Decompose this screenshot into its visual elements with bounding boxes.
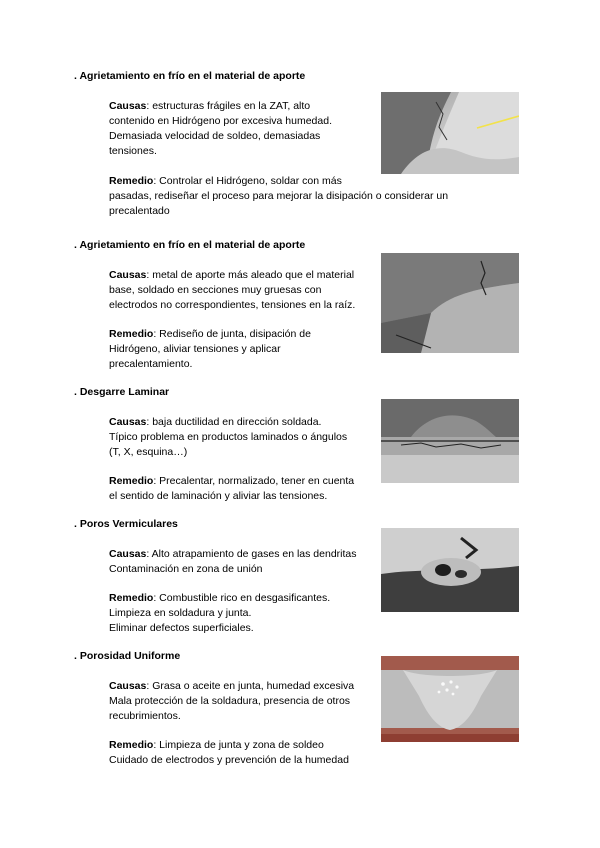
section-title: . Porosidad Uniforme	[74, 650, 181, 662]
causas-label: Causas	[109, 269, 147, 281]
causas-paragraph: Causas: Alto atrapamiento de gases en las dendritas Contaminación en zona de unión	[109, 548, 357, 575]
remedio-label: Remedio	[109, 475, 154, 487]
remedio-label: Remedio	[109, 328, 154, 340]
section-title: . Agrietamiento en frío en el material de aporte	[74, 70, 306, 82]
causas-paragraph: Causas: metal de aporte más aleado que el material base, soldado en secciones muy gruesas con electrodos no correspondientes, tensiones en la raíz.	[109, 269, 356, 311]
causas-label: Causas	[109, 680, 147, 692]
causas-label: Causas	[109, 548, 147, 560]
remedio-paragraph: Remedio: Rediseño de junta, disipación de Hidrógeno, aliviar tensiones y aplicar precalentamiento.	[109, 328, 311, 370]
remedio-label: Remedio	[109, 175, 154, 187]
uniform-porosity-macrograph-icon	[381, 656, 519, 742]
causas-paragraph: Causas: baja ductilidad en dirección soldada. Típico problema en productos laminados o ángulos (T, X, esquina…)	[109, 416, 348, 458]
section-title: . Desgarre Laminar	[74, 386, 170, 398]
section-title: . Poros Vermiculares	[74, 518, 178, 530]
causas-paragraph: Causas: Grasa o aceite en junta, humedad excesiva Mala protección de la soldadura, presencia de otros recubrimientos.	[109, 680, 355, 722]
weld-crack-micrograph-icon	[381, 92, 519, 174]
remedio-paragraph: Remedio: Precalentar, normalizado, tener en cuenta el sentido de laminación y aliviar las tensiones.	[109, 475, 355, 502]
remedio-label: Remedio	[109, 592, 154, 604]
lamellar-tearing-micrograph-icon	[381, 399, 519, 483]
causas-label: Causas	[109, 100, 147, 112]
section-title: . Agrietamiento en frío en el material de aporte	[74, 239, 306, 251]
remedio-paragraph: Remedio: Controlar el Hidrógeno, soldar con más pasadas, rediseñar el proceso para mejorar la disipación o considerar un precalentado	[109, 175, 449, 217]
remedio-paragraph: Remedio: Combustible rico en desgasificantes. Limpieza en soldadura y junta. Eliminar defectos superficiales.	[109, 592, 331, 634]
remedio-paragraph: Remedio: Limpieza de junta y zona de soldeo Cuidado de electrodos y prevención de la humedad	[109, 739, 349, 766]
remedio-label: Remedio	[109, 739, 154, 751]
causas-paragraph: Causas: estructuras frágiles en la ZAT, alto contenido en Hidrógeno por excesiva humedad. Demasiada velocidad de soldeo, demasiadas tensiones.	[109, 100, 332, 157]
root-crack-micrograph-icon	[381, 253, 519, 353]
causas-label: Causas	[109, 416, 147, 428]
wormhole-porosity-photo-icon	[381, 528, 519, 612]
